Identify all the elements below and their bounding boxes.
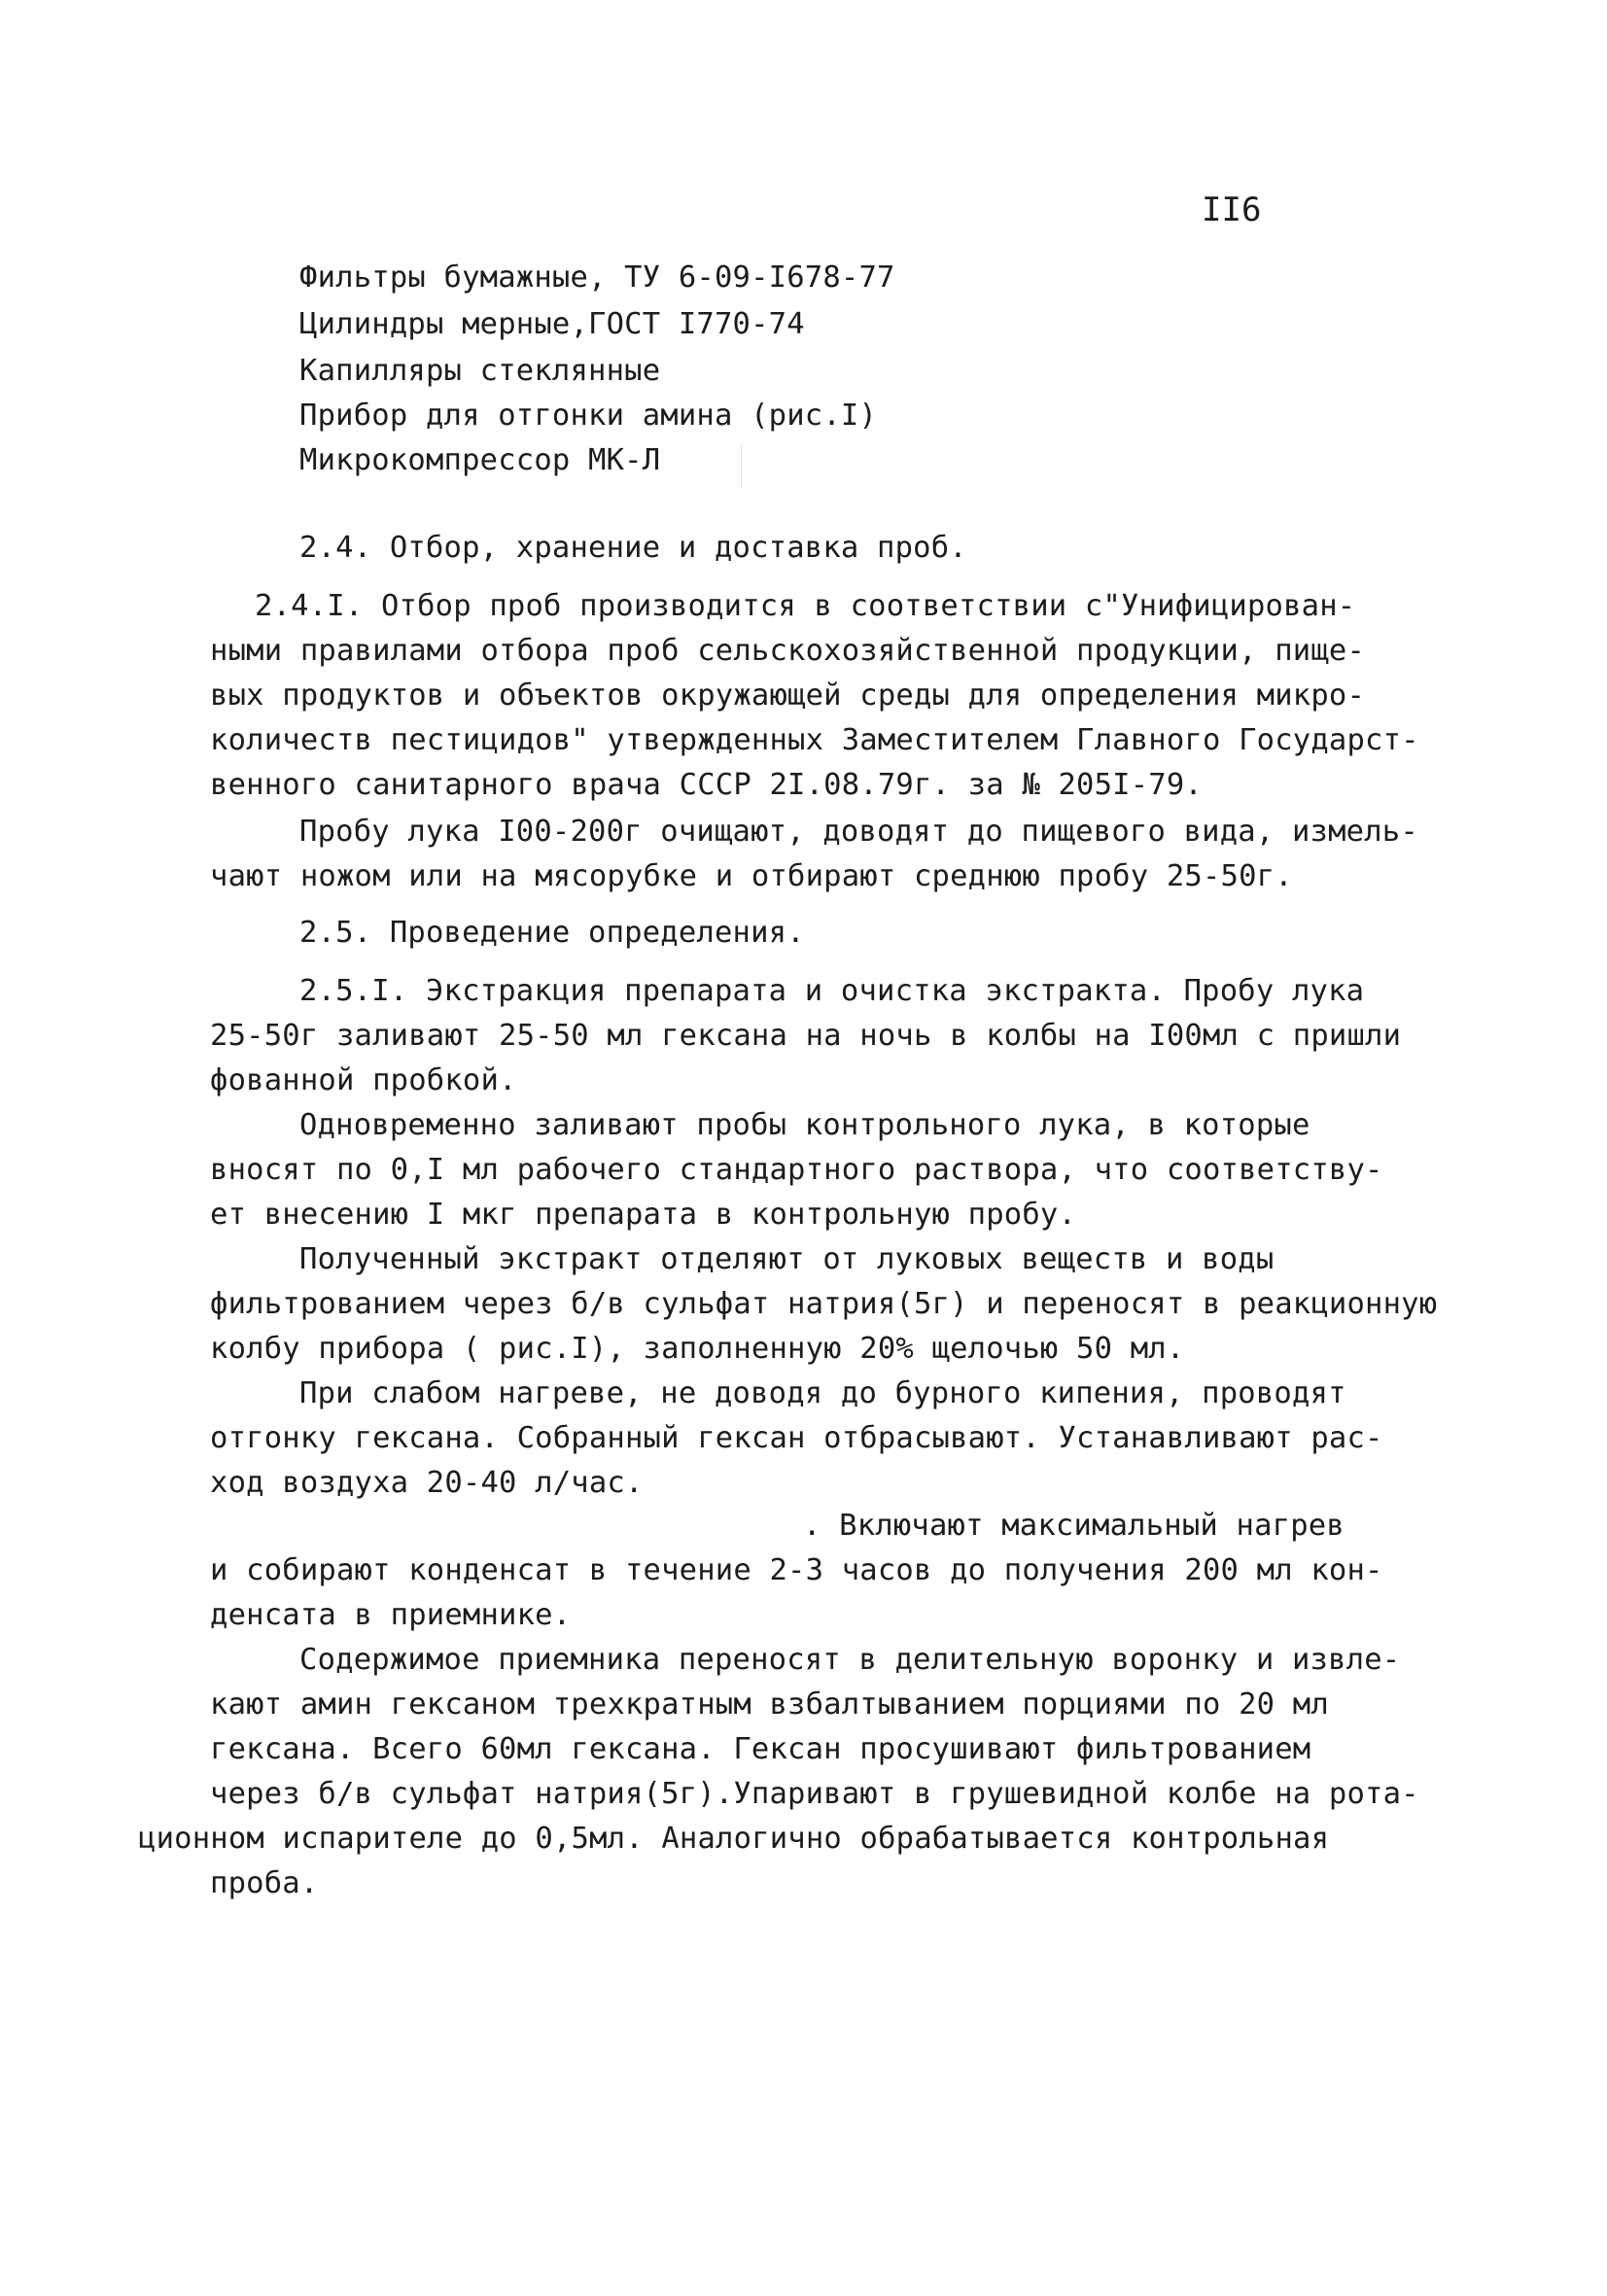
text-line: через б/в сульфат натрия(5г).Упаривают в грушевидной колбе на рота- xyxy=(210,1777,1419,1811)
text-line: Пробу лука I00-200г очищают, доводят до пищевого вида, измель- xyxy=(299,815,1418,849)
section-heading-2-4: 2.4. Отбор, хранение и доставка проб. xyxy=(299,531,967,565)
page-number: II6 xyxy=(1202,191,1262,229)
text-line: фованной пробкой. xyxy=(210,1063,517,1097)
text-line: 2.4.I. Отбор проб производится в соответствии с"Унифицирован- xyxy=(255,589,1356,623)
text-line: колбу прибора ( рис.I), заполненную 20% щелочью 50 мл. xyxy=(210,1332,1185,1366)
text-line: . Включают максимальный нагрев xyxy=(803,1509,1345,1543)
materials-item: Микрокомпрессор МК-Л xyxy=(299,443,661,477)
text-line: Полученный экстракт отделяют от луковых веществ и воды xyxy=(299,1242,1275,1276)
text-line: гексана. Всего 60мл гексана. Гексан просушивают фильтрованием xyxy=(210,1732,1311,1766)
text-line: проба. xyxy=(210,1866,319,1900)
materials-item: Цилиндры мерные,ГОСТ I770-74 xyxy=(299,307,805,341)
text-line: ет внесению I мкг препарата в контрольную пробу. xyxy=(210,1198,1077,1232)
text-line: фильтрованием через б/в сульфат натрия(5г) и переносят в реакционную xyxy=(210,1287,1438,1321)
text-line: венного санитарного врача СССР 2I.08.79г. за № 205I-79. xyxy=(210,768,1203,802)
text-line: При слабом нагреве, не доводя до бурного кипения, проводят xyxy=(299,1376,1346,1410)
text-line: 2.5.I. Экстракция препарата и очистка экстракта. Пробу лука xyxy=(299,974,1365,1008)
text-line: ход воздуха 20-40 л/час. xyxy=(210,1466,644,1500)
text-line: кают амин гексаном трехкратным взбалтыванием порциями по 20 мл xyxy=(210,1687,1329,1722)
text-line: и собирают конденсат в течение 2-3 часов до получения 200 мл кон- xyxy=(210,1553,1383,1587)
text-line: вносят по 0,I мл рабочего стандартного раствора, что соответству- xyxy=(210,1153,1383,1187)
text-line: чают ножом или на мясорубке и отбирают среднюю пробу 25-50г. xyxy=(210,859,1293,893)
text-line: ными правилами отбора проб сельскохозяйственной продукции, пище- xyxy=(210,634,1366,668)
text-line: денсата в приемнике. xyxy=(210,1598,572,1632)
text-line: количеств пестицидов" утвержденных Заместителем Главного Государст- xyxy=(210,723,1419,757)
text-line: Одновременно заливают пробы контрольного лука, в которые xyxy=(299,1108,1310,1142)
text-line: Содержимое приемника переносят в делительную воронку и извле- xyxy=(299,1643,1401,1677)
text-line: ционном испарителе до 0,5мл. Аналогично обрабатывается контрольная xyxy=(138,1822,1330,1856)
materials-item: Капилляры стеклянные xyxy=(299,354,661,388)
materials-item: Фильтры бумажные, ТУ 6-09-I678-77 xyxy=(299,261,895,295)
materials-item: Прибор для отгонки амина (рис.I) xyxy=(299,399,878,433)
section-heading-2-5: 2.5. Проведение определения. xyxy=(299,916,805,950)
text-line: отгонку гексана. Собранный гексан отбрасывают. Устанавливают рас- xyxy=(210,1421,1383,1455)
text-line: вых продуктов и объектов окружающей среды для определения микро- xyxy=(210,678,1366,713)
text-line: 25-50г заливают 25-50 мл гексана на ночь в колбы на I00мл с пришли xyxy=(210,1019,1402,1053)
scan-mark xyxy=(741,445,742,488)
